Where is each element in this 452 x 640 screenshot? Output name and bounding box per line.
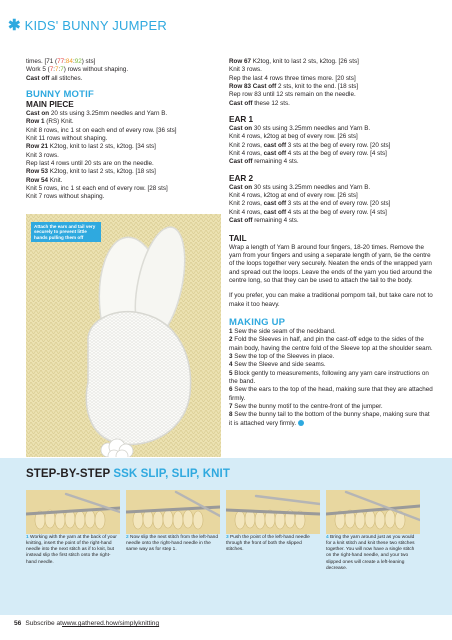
pattern-line: Cast off remaining 4 sts. xyxy=(229,217,299,225)
page-footer xyxy=(14,620,159,627)
pattern-line: Knit 4 rows, k2tog at end of every row. [26 sts] xyxy=(229,192,358,200)
section-heading: BUNNY MOTIF xyxy=(26,89,94,101)
subsection-heading: EAR 2 xyxy=(229,173,254,183)
pattern-line: Knit 7 rows without shaping. xyxy=(26,193,105,201)
pattern-line: Knit 11 rows without shaping. xyxy=(26,135,108,143)
making-up-step: 1 Sew the side seam of the neckband. xyxy=(229,327,336,335)
step-text: 1 Working with the yarn at the back of your knitting, insert the point of the right-hand needle into the next stitch as if to knit, but instead slip the first stitch onto the right-hand needle. xyxy=(26,535,117,565)
pattern-line: Row 1 (RS) Knit. xyxy=(26,118,74,126)
pattern-line: Knit 5 rows, inc 1 st each end of every row. [28 sts] xyxy=(26,185,168,193)
pattern-line: Knit 4 rows, cast off 4 sts at the beg of every row. [4 sts] xyxy=(229,150,387,158)
intro-line: Work 5 (7:7:7) rows without shaping. xyxy=(26,66,129,74)
pattern-line: Knit 4 rows, cast off 4 sts at the beg of every row. [4 sts] xyxy=(229,208,387,216)
step-photo xyxy=(326,490,420,534)
subsection-heading: EAR 1 xyxy=(229,115,254,125)
page-header xyxy=(8,12,167,38)
pattern-line: Row 54 Knit. xyxy=(26,176,63,184)
intro-line: times. [71 (77:84:92) sts] xyxy=(26,58,96,65)
step-text: 2 Now slip the next stitch from the left-hand needle onto the right-hand needle in the same way as for step 1. xyxy=(126,535,218,553)
pattern-line: Row 53 K2tog, knit to last 2 sts, k2tog. [18 sts] xyxy=(26,168,156,176)
section-heading: MAKING UP xyxy=(229,316,286,328)
step-photo xyxy=(26,490,120,534)
making-up-step: 2 Fold the Sleeves in half, and pin the cast-off edge to the sides of the main body, having the centre fold of the Sleeve top at the shoulder seam. xyxy=(229,336,433,352)
pattern-line: Knit 2 rows, cast off 3 sts at the beg of every row. [20 sts] xyxy=(229,141,391,149)
step-photo xyxy=(226,490,320,534)
making-up-step: 6 Sew the ears to the top of the head, making sure that they are attached firmly. xyxy=(229,386,433,402)
pattern-line: Knit 4 rows, k2tog at beg of every row. [26 sts] xyxy=(229,133,358,141)
right-column xyxy=(229,58,434,428)
pattern-line: Rep last 4 rows until 20 sts are on the needle. xyxy=(26,160,154,168)
pattern-line: Knit 3 rows. xyxy=(229,66,262,74)
pattern-line: Knit 3 rows. xyxy=(26,151,59,159)
pattern-line: Row 21 K2tog, knit to last 2 sts, k2tog. [34 sts] xyxy=(26,143,156,151)
pattern-line: Cast off these 12 sts. xyxy=(229,99,290,107)
pattern-line: Knit 8 rows, inc 1 st on each end of every row. [36 sts] xyxy=(26,126,177,134)
left-column xyxy=(26,58,222,202)
step-photo xyxy=(126,490,220,534)
subsection-heading: TAIL xyxy=(229,233,247,243)
pattern-line: Rep the last 4 rows three times more. [20 sts] xyxy=(229,74,356,82)
subsection-heading: MAIN PIECE xyxy=(26,100,74,110)
footer-text: Subscribe at xyxy=(25,620,62,627)
pattern-line: Row 83 Cast off 2 sts, knit to the end. [18 sts] xyxy=(229,83,359,91)
pattern-line: Row 67 K2tog, knit to last 2 sts, k2tog. [26 sts] xyxy=(229,58,359,65)
photo-caption: Attach the ears and tail very securely to prevent little hands pulling them off xyxy=(31,222,101,242)
end-mark-icon xyxy=(298,420,304,426)
pattern-line: Knit 2 rows, cast off 3 sts at the end of every row. [20 sts] xyxy=(229,200,391,208)
making-up-step: 5 Block gently to measurements, following any yarn care instructions on the band. xyxy=(229,369,429,385)
making-up-step: 3 Sew the top of the Sleeves in place. xyxy=(229,352,335,360)
pattern-line: Cast on 20 sts using 3.25mm needles and Yarn B. xyxy=(26,110,168,118)
pattern-line: Cast off remaining 4 sts. xyxy=(229,158,299,166)
step-text: 3 Push the point of the left-hand needle through the front of both the slipped stitches. xyxy=(226,535,310,553)
asterisk-icon: ✱ xyxy=(8,17,21,34)
pattern-line: Rep row 83 until 12 sts remain on the needle. xyxy=(229,91,356,99)
subscribe-link[interactable]: www.gathered.how/simplyknitting xyxy=(62,620,160,627)
making-up-step: 4 Sew the Sleeve and side seams. xyxy=(229,361,326,369)
pattern-line: Cast on 30 sts using 3.25mm needles and Yarn B. xyxy=(229,125,371,133)
page-title: KIDS' BUNNY JUMPER xyxy=(24,17,167,33)
step-by-step-title: STEP-BY-STEP SSK SLIP, SLIP, KNIT xyxy=(26,468,230,480)
page-number: 56 xyxy=(14,620,22,627)
pattern-line: Cast on 30 sts using 3.25mm needles and Yarn B. xyxy=(229,183,371,191)
pattern-paragraph: Wrap a length of Yarn B around four fingers, 18-20 times. Remove the yarn from your fingers and using a separate length of yarn, tie the centre of the loops together very securely. Neaten the ends of the wrapped yarn and spread out the loops. Leave the ends of the yarn you tied around the centre long, so that they can be used to attach the tail to the body. xyxy=(229,243,433,284)
making-up-step: 8 Sew the bunny tail to the bottom of the bunny shape, making sure that it is attached very firmly. xyxy=(229,411,430,427)
step-text: 4 Bring the yarn around just as you would for a knit stitch and knit these two stitches together. You will now have a single stitch on the right-hand needle, and your two slipped ones will create a left-leaning decrease. xyxy=(326,535,415,571)
bunny-motif-photo xyxy=(26,214,221,457)
intro-line: Cast off all stitches. xyxy=(26,74,83,82)
making-up-step: 7 Sew the bunny motif to the centre-front of the jumper. xyxy=(229,403,383,410)
pattern-paragraph: If you prefer, you can make a traditional pompom tail, but take care not to make it too heavy. xyxy=(229,292,433,308)
